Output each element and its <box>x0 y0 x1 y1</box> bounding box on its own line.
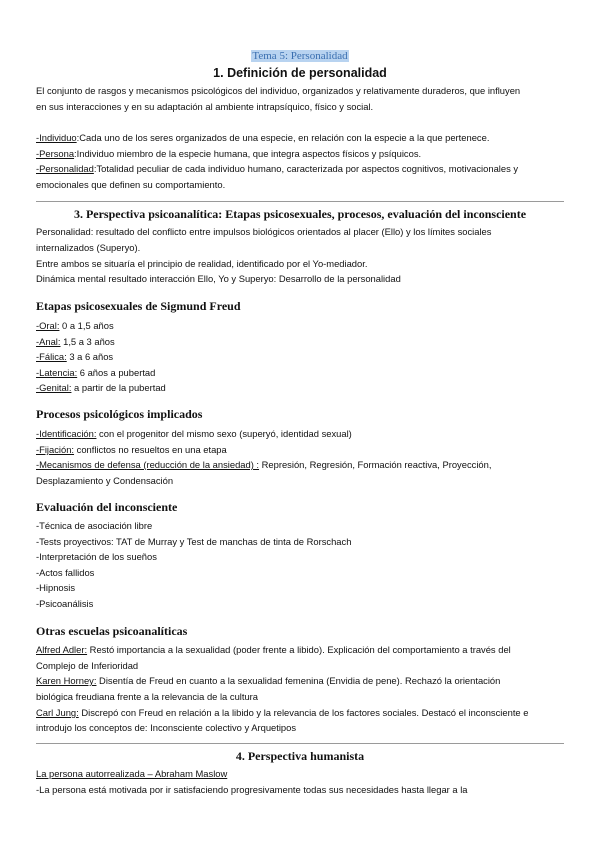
etapas-heading: Etapas psicosexuales de Sigmund Freud <box>36 299 241 313</box>
proceso-mecanismos-cont: Desplazamiento y Condensación <box>36 475 174 486</box>
escuela-text: Restó importancia a la sexualidad (poder frente a libido). Explicación del comportamiento a través del <box>87 644 511 655</box>
evaluacion-item: -Técnica de asociación libre <box>36 520 153 531</box>
evaluacion-heading: Evaluación del inconsciente <box>36 500 178 514</box>
proceso-text: conflictos no resueltos en una etapa <box>74 444 227 455</box>
proceso-term: -Identificación: <box>36 428 97 439</box>
s3-line-2: internalizados (Superyo). <box>36 242 141 253</box>
escuela-adler-cont: Complejo de Inferioridad <box>36 660 139 671</box>
escuela-term: Karen Horney: <box>36 675 97 686</box>
etapa-anal <box>36 334 564 350</box>
escuelas-heading: Otras escuelas psicoanalíticas <box>36 624 188 638</box>
definition-text: :Individuo miembro de la especie humana, que integra aspectos físicos y psíquicos. <box>74 148 422 159</box>
intro-line-2: en sus interacciones y en su adaptación al ambiente intrapsíquico, físico y social. <box>36 101 374 112</box>
procesos-heading: Procesos psicológicos implicados <box>36 407 203 421</box>
definition-persona <box>36 146 564 162</box>
escuela-jung-cont: introdujo los conceptos de: Inconsciente colectivo y Arquetipos <box>36 722 297 733</box>
section-1-title: 1. Definición de personalidad <box>213 66 387 80</box>
etapa-text: a partir de la pubertad <box>71 382 166 393</box>
evaluacion-item: -Psicoanálisis <box>36 598 94 609</box>
definition-personalidad <box>36 161 564 177</box>
proceso-fijacion <box>36 442 564 458</box>
intro-line-1: El conjunto de rasgos y mecanismos psicológicos del individuo, organizados y relativamente duraderos, que influyen <box>36 85 521 96</box>
evaluacion-item: -Tests proyectivos: TAT de Murray y Test de manchas de tinta de Rorschach <box>36 536 352 547</box>
s3-line-4: Dinámica mental resultado interacción Ello, Yo y Superyo: Desarrollo de la personalidad <box>36 273 401 284</box>
proceso-text: Represión, Regresión, Formación reactiva, Proyección, <box>259 459 492 470</box>
topic-highlight: Tema 5: Personalidad <box>252 50 348 62</box>
s3-line-1: Personalidad: resultado del conflicto entre impulsos biológicos orientados al placer (Ello) y los límites sociales <box>36 226 492 237</box>
escuela-horney <box>36 673 564 689</box>
term-persona: -Persona <box>36 148 75 159</box>
definition-text: :Totalidad peculiar de cada individuo humano, caracterizada por aspectos cognitivos, motivacionales y <box>93 163 519 174</box>
proceso-term: -Fijación: <box>36 444 75 455</box>
section-3-title: 3. Perspectiva psicoanalítica: Etapas psicosexuales, procesos, evaluación del inconsciente <box>73 207 527 221</box>
escuela-jung <box>36 705 564 721</box>
etapa-text: 0 a 1,5 años <box>59 320 114 331</box>
section-divider <box>36 201 564 202</box>
etapa-term: -Latencia: <box>36 367 78 378</box>
proceso-identificacion <box>36 426 564 442</box>
escuela-text: Discrepó con Freud en relación a la libido y la relevancia de los factores sociales. Destacó el inconsciente e <box>78 707 529 718</box>
proceso-mecanismos <box>36 457 564 473</box>
etapa-genital <box>36 380 564 396</box>
proceso-term: -Mecanismos de defensa (reducción de la ansiedad) : <box>36 459 260 470</box>
evaluacion-item: -Hipnosis <box>36 582 76 593</box>
escuela-horney-cont: biológica freudiana frente a la relevancia de la cultura <box>36 691 259 702</box>
s4-line-1: -La persona está motivada por ir satisfaciendo progresivamente todas sus necesidades hasta llegar a la <box>36 784 468 795</box>
etapa-text: 3 a 6 años <box>66 351 114 362</box>
section-divider <box>36 743 564 744</box>
evaluacion-item: -Interpretación de los sueños <box>36 551 157 562</box>
escuela-term: Alfred Adler: <box>36 644 88 655</box>
term-personalidad: -Personalidad <box>36 163 94 174</box>
etapa-text: 6 años a pubertad <box>77 367 156 378</box>
term-individuo: -Individuo <box>36 132 77 143</box>
etapa-term: -Oral: <box>36 320 60 331</box>
section-4-title: 4. Perspectiva humanista <box>235 749 365 763</box>
etapa-text: 1,5 a 3 años <box>60 336 115 347</box>
etapa-term: -Fálica: <box>36 351 67 362</box>
etapa-term: -Genital: <box>36 382 72 393</box>
escuela-adler <box>36 642 564 658</box>
definition-text: :Cada uno de los seres organizados de una especie, en relación con la especie a la que pertenece. <box>76 132 490 143</box>
s3-line-3: Entre ambos se situaría el principio de realidad, identificado por el Yo-mediador. <box>36 258 368 269</box>
definition-individuo <box>36 130 564 146</box>
maslow-subtitle: La persona autorrealizada – Abraham Maslow <box>36 768 228 779</box>
etapa-term: -Anal: <box>36 336 61 347</box>
proceso-text: con el progenitor del mismo sexo (superyó, identidad sexual) <box>96 428 352 439</box>
etapa-falica <box>36 349 564 365</box>
escuela-term: Carl Jung: <box>36 707 79 718</box>
definition-personalidad-cont: emocionales que definen su comportamiento. <box>36 179 226 190</box>
etapa-latencia <box>36 365 564 381</box>
etapa-oral <box>36 318 564 334</box>
topic-header <box>0 49 600 65</box>
evaluacion-item: -Actos fallidos <box>36 567 95 578</box>
escuela-text: Disentía de Freud en cuanto a la sexualidad femenina (Envidia de pene). Rechazó la orientación <box>96 675 501 686</box>
